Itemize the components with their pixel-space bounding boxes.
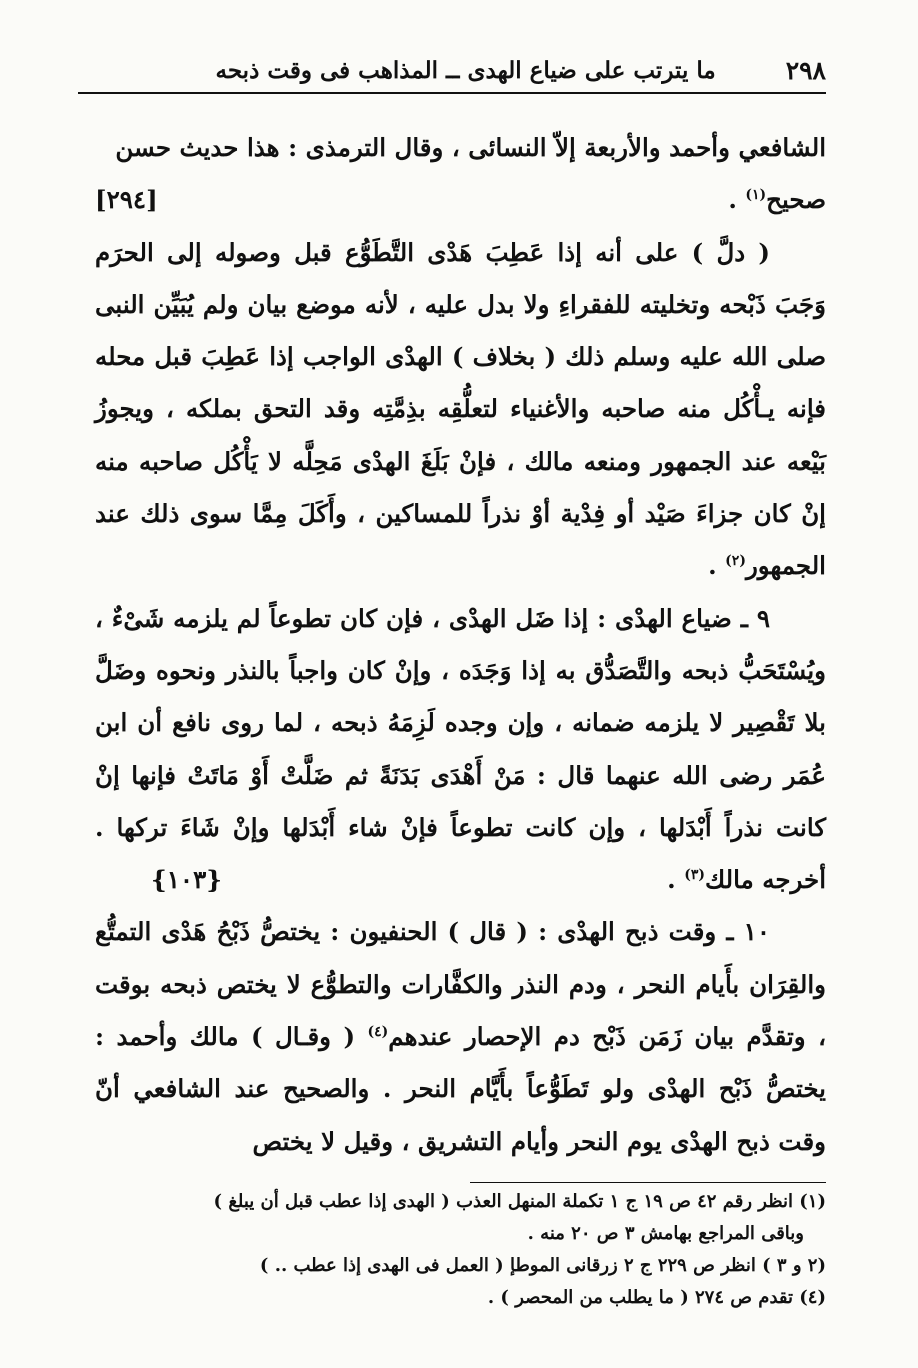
- footnote-marker-2: (٢): [725, 553, 746, 570]
- footnote-marker-1: (١): [745, 187, 767, 204]
- footnote-rule: [470, 1182, 826, 1183]
- hadith-reference-103: {١٠٣}: [151, 865, 223, 895]
- footnotes: [95, 1186, 826, 1314]
- p3-text: ٩ ـ ضياع الهدْى : إذا ضَل الهدْى ، فإن كان تطوعاً لم يلزمه شَىْءٌ ، ويُسْتَحَبُّ ذبحه والتَّصَدُّق به إذا وَجَدَه ، وإنْ كان واجباً بالنذر ونحوه وضَلَّ بلا تَقْصِير لا يلزمه ضمانه ، وإن وجده لَزِمَهُ ذبحه ، لما روى نافع أن ابن عُمَر رضى الله عنهما قال : مَنْ أَهْدَى بَدَنَةً ثم ضَلَّتْ أَوْ مَاتَتْ فإنها إنْ كانت نذراً أَبْدَلها ، وإن كانت تطوعاً فإنْ شاء أَبْدَلها وإنْ شَاءَ تركها . أخرجه مالك: [95, 603, 826, 895]
- main-text: [95, 122, 826, 1168]
- page-header: [78, 48, 826, 92]
- page-number: ٢٩٨: [785, 55, 826, 85]
- paragraph-4: [95, 906, 826, 1167]
- p2-end: .: [708, 551, 726, 581]
- p4-rest: ( وقـال ) مالك وأحمد : يختصُّ ذَبْح الهدْى ولو تَطَوُّعاً بأَيَّام النحر . والصحيح عند الشافعي أنّ وقت ذبح الهدْى يوم النحر وأيام التشريق ، وقيل لا يختص: [95, 1022, 826, 1156]
- p1-line1: الشافعي وأحمد والأربعة إلاّ النسائى ، وقال الترمذى : هذا حديث حسن: [115, 133, 826, 162]
- header-rule: [78, 92, 826, 94]
- paragraph-2: [95, 227, 826, 593]
- p4-text: ١٠ ـ وقت ذبح الهدْى : ( قال ) الحنفيون : يختصُّ ذَبْحُ هَدْى التمتُّع والقِرَان بأَيام النحر ، ودم النذر والكفَّارات والتطوُّع لا يختص ذبحه بوقت ، وتقدَّم بيان زَمَن ذَبْح دم الإحصار عندهم: [95, 917, 826, 1052]
- footnote-marker-4: (٤): [367, 1023, 389, 1040]
- footnote-marker-3: (٣): [684, 867, 706, 883]
- footnote-1-continued: وباقى المراجع بهامش ٣ ص ٢٠ منه .: [527, 1223, 804, 1244]
- p1-line2: صحيح: [766, 185, 826, 215]
- footnote-1: (١) انظر رقم ٤٢ ص ١٩ ج ١ تكملة المنهل العذب ( الهدى إذا عطب قبل أن يبلغ ): [213, 1191, 826, 1212]
- footnote-2-3: (٢ و ٣ ) انظر ص ٢٢٩ ج ٢ زرقانى الموطإ ( العمل فى الهدى إذا عطب .. ): [259, 1255, 826, 1276]
- paragraph-1: [95, 122, 826, 227]
- hadith-reference-294: [٢٩٤]: [95, 185, 158, 215]
- paragraph-3: [95, 593, 826, 907]
- p3-end: .: [667, 865, 685, 895]
- p1-end: .: [728, 185, 746, 215]
- footnote-4: (٤) تقدم ص ٢٧٤ ( ما يطلب من المحصر ) .: [487, 1287, 826, 1308]
- p2-text: ( دلَّ ) على أنه إذا عَطِبَ هَدْى التَّطَوُّع قبل وصوله إلى الحرَم وَجَبَ ذَبْحه وتخليته للفقراءِ ولا بدل عليه ، لأنه موضع بيان ولم يُبَيِّن النبى صلى الله عليه وسلم ذلك ( بخلاف ) الهدْى الواجب إذا عَطِبَ قبل محله فإنه يـأْكُل منه صاحبه والأغنياء لتعلُّقِه بذِمَّتِه وقد التحق بملكه ، ويجوزُ بَيْعه عند الجمهور ومنعه مالك ، فإنْ بَلَغَ الهدْى مَحِلَّه لا يَأْكُل صاحبه منه إنْ كان جزاءَ صَيْد أو فِدْية أوْ نذراً للمساكين ، وأَكَلَ مِمَّا سوى ذلك عند الجمهور: [95, 237, 826, 581]
- running-title: ما يترتب على ضياع الهدى ــ المذاهب فى وقت ذبحه: [215, 56, 716, 84]
